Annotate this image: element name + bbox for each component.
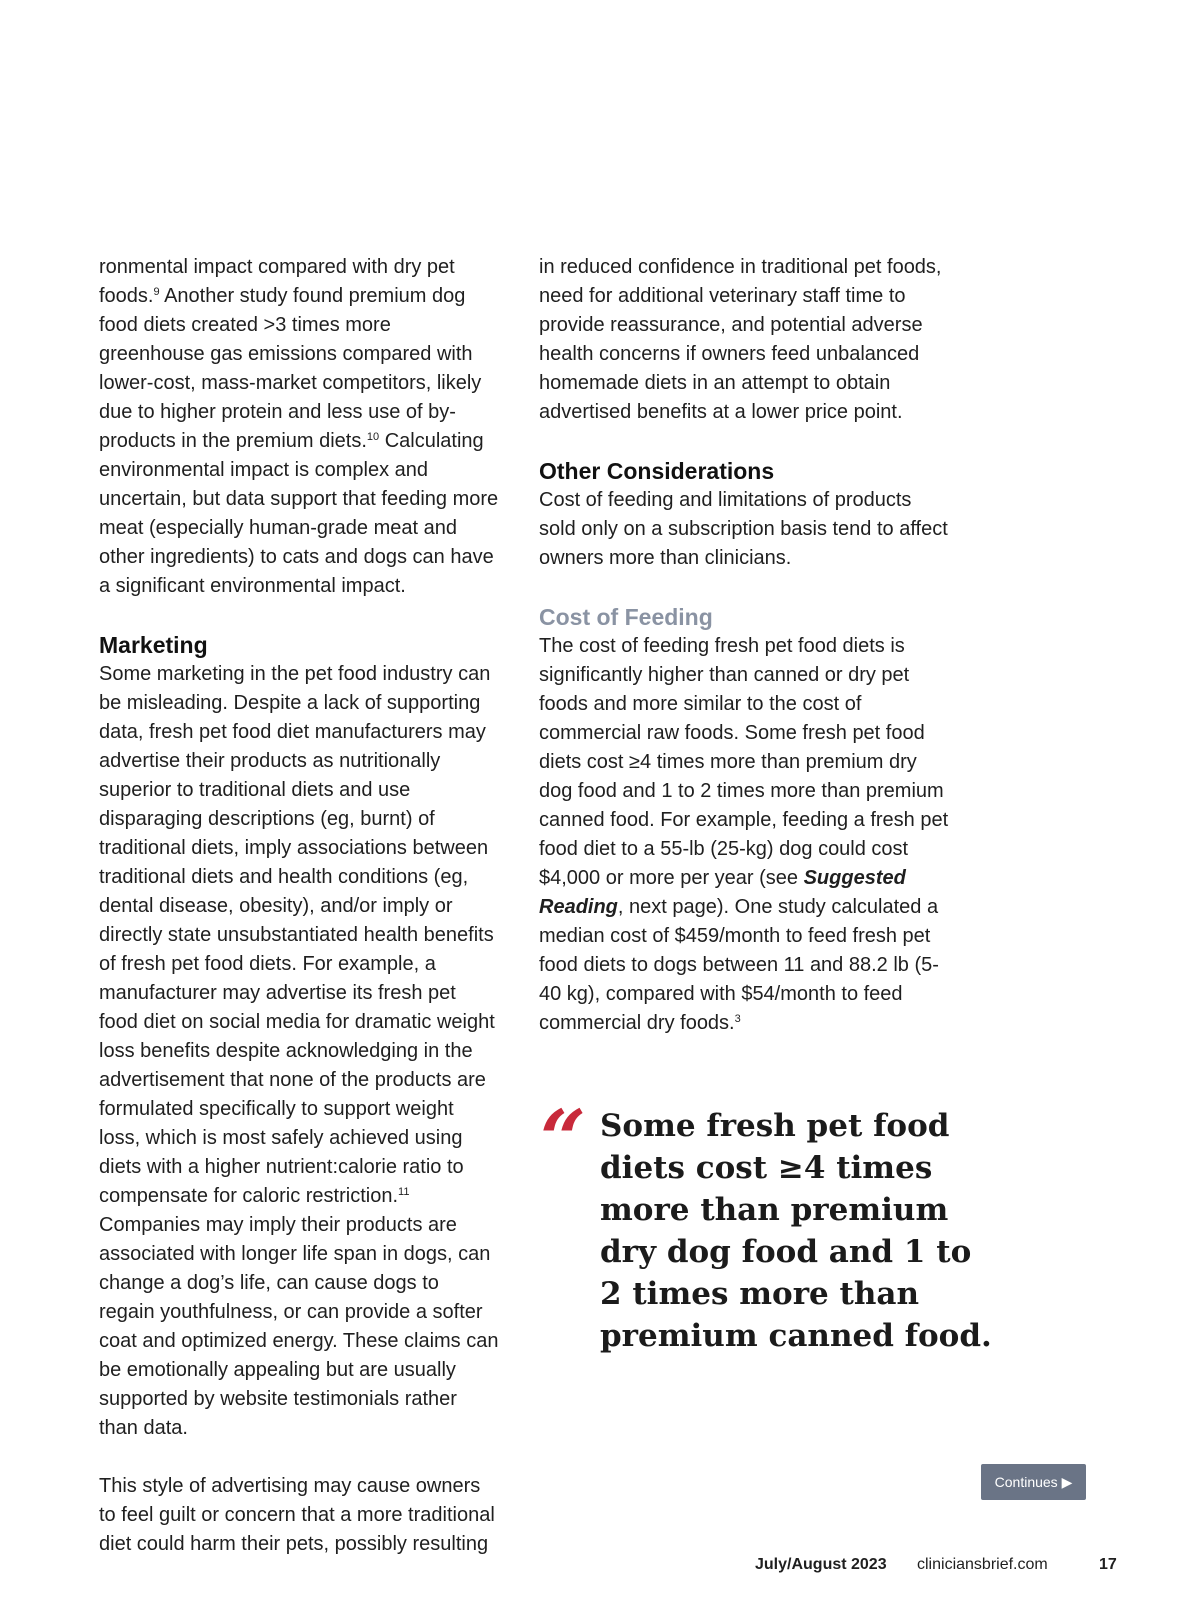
right-column: [539, 253, 949, 1038]
body-paragraph: in reduced confidence in traditional pet foods, need for additional veterinary staff time to provide reassurance, and potential adverse health concerns if owners feed unbalanced homemade diets in an attempt to obtain advertised benefits at a lower price point.: [539, 256, 942, 423]
section-heading-marketing: Marketing: [99, 632, 208, 658]
section-heading-other-considerations: Other Considerations: [539, 458, 775, 484]
issue-date: July/August 2023: [755, 1556, 887, 1573]
site-url[interactable]: cliniciansbrief.com: [917, 1556, 1048, 1573]
text-run: , next page). One study calculated a median cost of $459/month to feed fresh pet food diets to dogs between 11 and 88.2 lb (5-40 kg), compared with $54/month to feed commercial dry foods.: [539, 896, 939, 1034]
body-paragraph: [99, 253, 499, 601]
page-number: 17: [1099, 1556, 1117, 1573]
body-paragraph: This style of advertising may cause owners to feel guilt or concern that a more traditional diet could harm their pets, possibly resulting: [99, 1475, 495, 1555]
text-run: The cost of feeding fresh pet food diets is significantly higher than canned or dry pet foods and more similar to the cost of commercial raw foods. Some fresh pet food diets cost ≥4 times more than premium dry dog food and 1 to 2 times more than premium canned food. For example, feeding a fresh pet food diet to a 55-lb (25-kg) dog could cost $4,000 or more per year (see: [539, 635, 949, 889]
body-paragraph: [539, 632, 949, 1038]
quote-mark-icon: “: [540, 1092, 587, 1186]
suggested-reading-ref: Suggested Reading: [539, 867, 906, 918]
text-run: Some marketing in the pet food industry can be misleading. Despite a lack of supporting data, fresh pet food diet manufacturers may advertise their products as nutritionally superior to traditional diets and use disparaging descriptions (eg, burnt) of traditional diets, imply associations between traditional diets and health conditions (eg, dental disease, obesity), and/or imply or directly state unsubstantiated health benefits of fresh pet food diets. For example, a manufacturer may advertise its fresh pet food diet on social media for dramatic weight loss benefits despite acknowledging in the advertisement that none of the products are formulated specifically to support weight loss, which is most safely achieved using diets with a higher nutrient:calorie ratio to compensate for caloric restriction.: [99, 663, 495, 1207]
continues-button[interactable]: Continues ▶: [981, 1464, 1086, 1500]
text-run: Companies may imply their products are associated with longer life span in dogs, can change a dog’s life, can cause dogs to regain youthfulness, or can provide a softer coat and optimized energy. These claims can be emotionally appealing but are usually supported by website testimonials rather than data.: [99, 1214, 499, 1439]
body-paragraph: [99, 660, 499, 1443]
citation-ref: 3: [734, 1013, 741, 1025]
citation-ref: 10: [366, 431, 380, 443]
citation-ref: 11: [398, 1186, 410, 1198]
body-paragraph: Cost of feeding and limitations of products sold only on a subscription basis tend to affect owners more than clinicians.: [539, 489, 948, 569]
citation-ref: 9: [153, 286, 160, 298]
subheading-cost-of-feeding: Cost of Feeding: [539, 604, 713, 630]
left-column: [99, 253, 499, 1559]
text-run: Another study found premium dog food diets created >3 times more greenhouse gas emissions compared with lower-cost, mass-market competitors, likely due to higher protein and less use of by-products in the premium diets.: [99, 285, 482, 452]
pull-quote-text: Some fresh pet food diets cost ≥4 times more than premium dry dog food and 1 to 2 times more than premium canned food.: [600, 1108, 992, 1354]
text-run: Calculating environmental impact is complex and uncertain, but data support that feeding more meat (especially human-grade meat and other ingredients) to cats and dogs can have a significant environmental impact.: [99, 430, 499, 597]
text-run: ronmental impact compared with dry pet foods.: [99, 256, 455, 307]
